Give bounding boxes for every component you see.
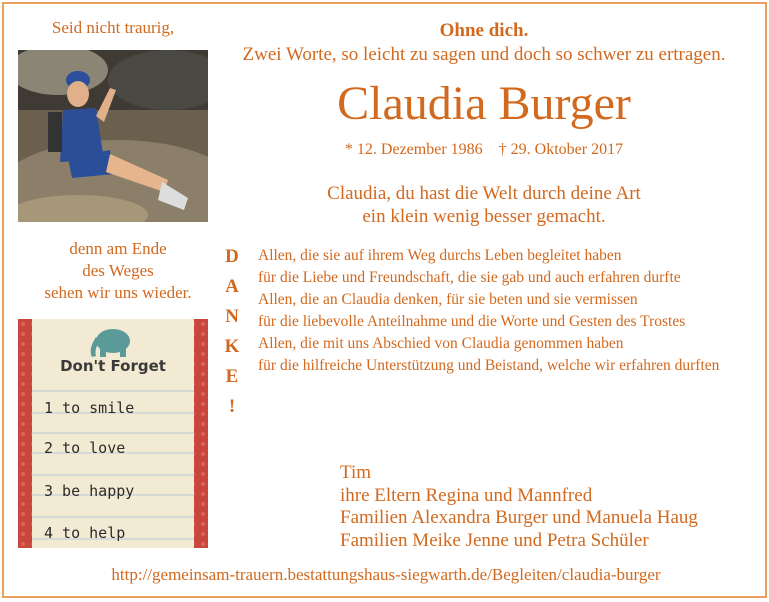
left-quote-line: des Weges: [82, 261, 154, 280]
danke-item: Allen, die an Claudia denken, für sie beten und sie vermissen: [258, 291, 638, 308]
portrait-photo: [18, 50, 208, 222]
note-item: 1 to smile: [44, 399, 135, 417]
left-quote-top: Seid nicht traurig,: [51, 18, 175, 37]
life-dates: [224, 140, 744, 160]
left-quote-line: denn am Ende: [69, 239, 167, 258]
signer: Tim: [340, 462, 371, 483]
danke-item: für die liebevolle Anteilnahme und die Worte und Gesten des Trostes: [258, 313, 686, 330]
danke-item: für die Liebe und Freundschaft, die sie gab und auch erfahren durfte: [258, 269, 681, 286]
danke-letters: [218, 242, 246, 422]
heading-ohne-dich: Ohne dich.: [439, 20, 529, 41]
danke-item: für die hilfreiche Unterstützung und Beistand, welche wir erfahren durften: [258, 357, 720, 374]
danke-item: Allen, die mit uns Abschied von Claudia genommen haben: [258, 335, 624, 352]
left-quote-line: sehen wir uns wieder.: [44, 283, 192, 302]
note-item: 3 be happy: [44, 482, 135, 500]
dont-forget-note: [18, 319, 208, 548]
danke-letter: N: [225, 306, 239, 327]
death-date: † 29. Oktober 2017: [498, 141, 624, 158]
danke-letter: D: [225, 246, 239, 267]
tribute-quote-line: Claudia, du hast die Welt durch deine Art: [327, 183, 641, 204]
signer: Familien Meike Jenne und Petra Schüler: [340, 529, 649, 551]
tribute-quote: [224, 182, 744, 228]
note-item: 2 to love: [44, 439, 126, 457]
note-title: Don't Forget: [60, 357, 166, 375]
danke-list: [258, 246, 758, 378]
birth-date: * 12. Dezember 1986: [344, 141, 483, 158]
left-quote-bottom: [10, 238, 226, 304]
signer: ihre Eltern Regina und Mannfred: [340, 484, 593, 506]
deceased-name: Claudia Burger: [337, 77, 631, 130]
danke-letter: K: [224, 336, 240, 357]
danke-letter: !: [228, 396, 236, 417]
danke-letter: A: [225, 276, 239, 297]
obituary-card: [2, 2, 767, 598]
note-item: 4 to help: [44, 524, 126, 542]
danke-letter: E: [225, 366, 239, 387]
signer: Familien Alexandra Burger und Manuela Haug: [340, 507, 698, 528]
signers-list: [340, 462, 760, 552]
tribute-quote-line: ein klein wenig besser gemacht.: [362, 206, 606, 227]
danke-item: Allen, die sie auf ihrem Weg durchs Leben begleitet haben: [258, 247, 622, 264]
memorial-url[interactable]: http://gemeinsam-trauern.bestattungshaus-siegwarth.de/Begleiten/claudia-burger: [111, 565, 661, 584]
heading-subline: Zwei Worte, so leicht zu sagen und doch so schwer zu ertragen.: [242, 44, 726, 65]
